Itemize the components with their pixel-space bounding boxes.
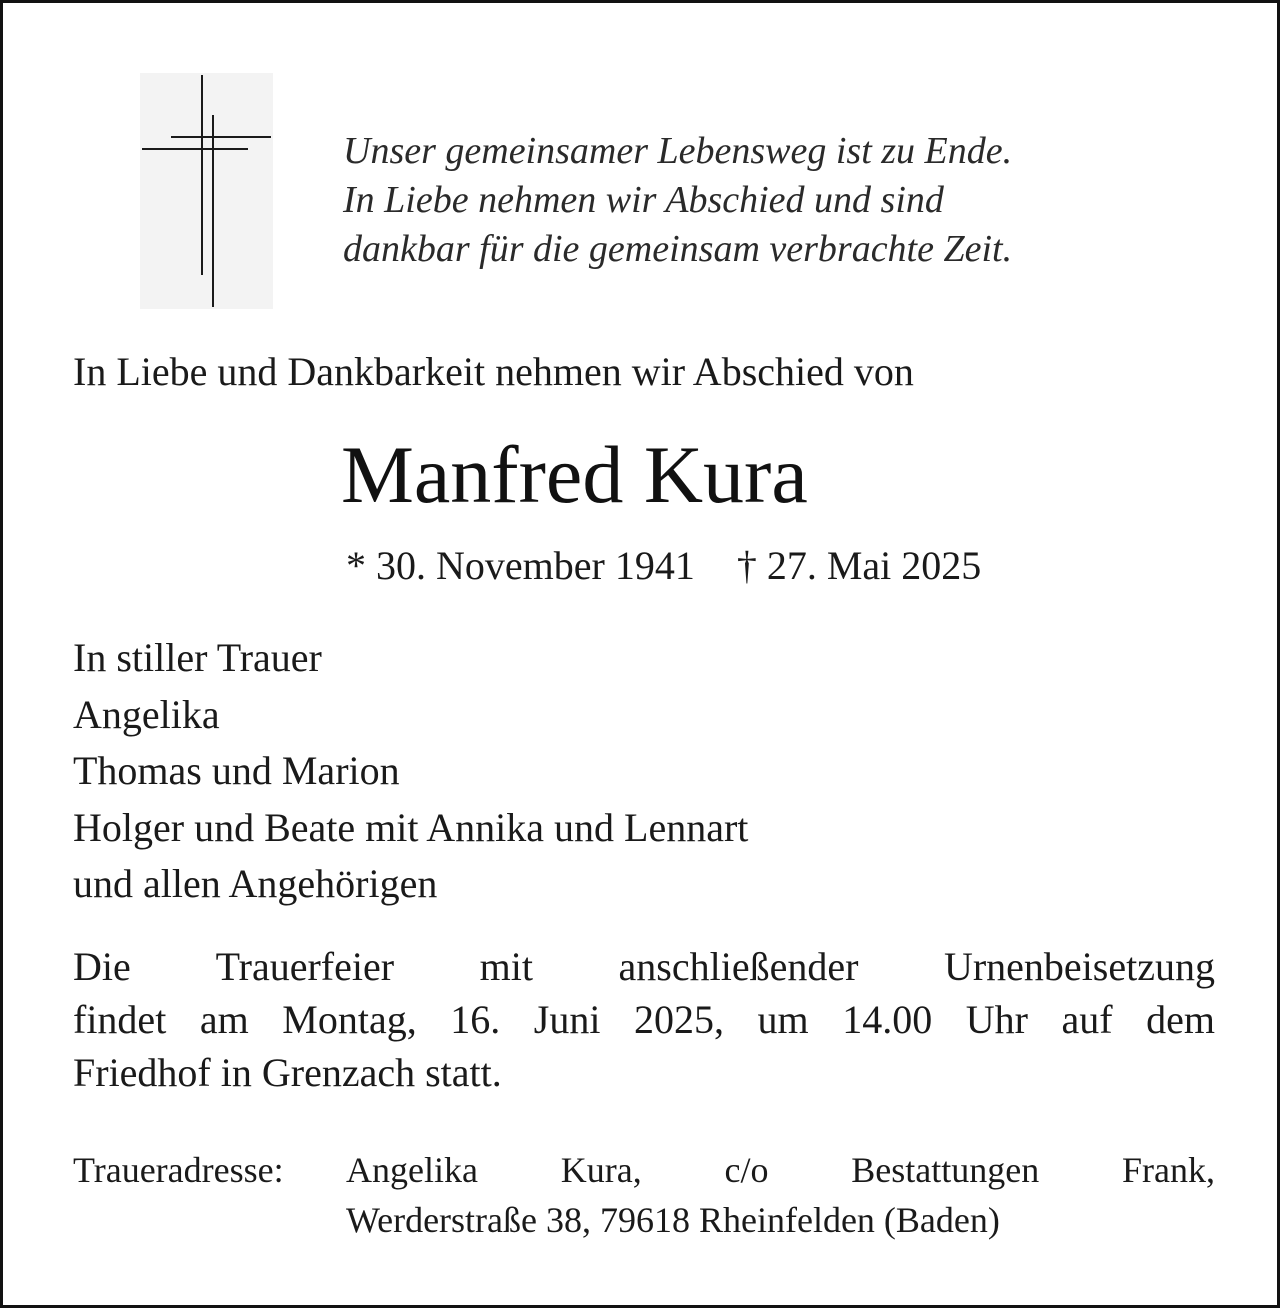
address-label: Traueradresse: (73, 1150, 284, 1190)
ceremony-line: findet am Montag, 16. Juni 2025, um 14.00 Uhr auf dem (73, 997, 1215, 1042)
ceremony-line: Friedhof in Grenzach statt. (73, 1050, 502, 1095)
address-line: Werderstraße 38, 79618 Rheinfelden (Baden) (346, 1200, 1000, 1240)
address-line: Angelika Kura, c/o Bestattungen Frank, (346, 1150, 1215, 1190)
intro-text: In Liebe und Dankbarkeit nehmen wir Abschied von (73, 349, 914, 394)
mourner-line: und allen Angehörigen (73, 861, 438, 906)
motto-line: Unser gemeinsamer Lebensweg ist zu Ende. (343, 130, 1013, 172)
mourners-list (73, 630, 748, 913)
cross-icon (140, 73, 273, 309)
mourner-line: In stiller Trauer (73, 635, 322, 680)
deceased-name: Manfred Kura (341, 429, 808, 520)
ceremony-line: Die Trauerfeier mit anschließender Urnenbeisetzung (73, 944, 1215, 989)
mourner-line: Holger und Beate mit Annika und Lennart (73, 804, 749, 850)
mourner-line: Angelika (73, 691, 220, 737)
birth-date: * 30. November 1941 (346, 543, 695, 588)
life-dates (346, 540, 981, 592)
mourner-line: Thomas und Marion (73, 748, 400, 793)
motto-line: dankbar für die gemeinsam verbrachte Zeit. (343, 228, 1013, 270)
ceremony-notice (73, 940, 1215, 1099)
motto-quote (343, 127, 1012, 274)
death-date: † 27. Mai 2025 (736, 543, 982, 588)
motto-line: In Liebe nehmen wir Abschied und sind (343, 179, 944, 221)
mourning-address (346, 1145, 1215, 1245)
